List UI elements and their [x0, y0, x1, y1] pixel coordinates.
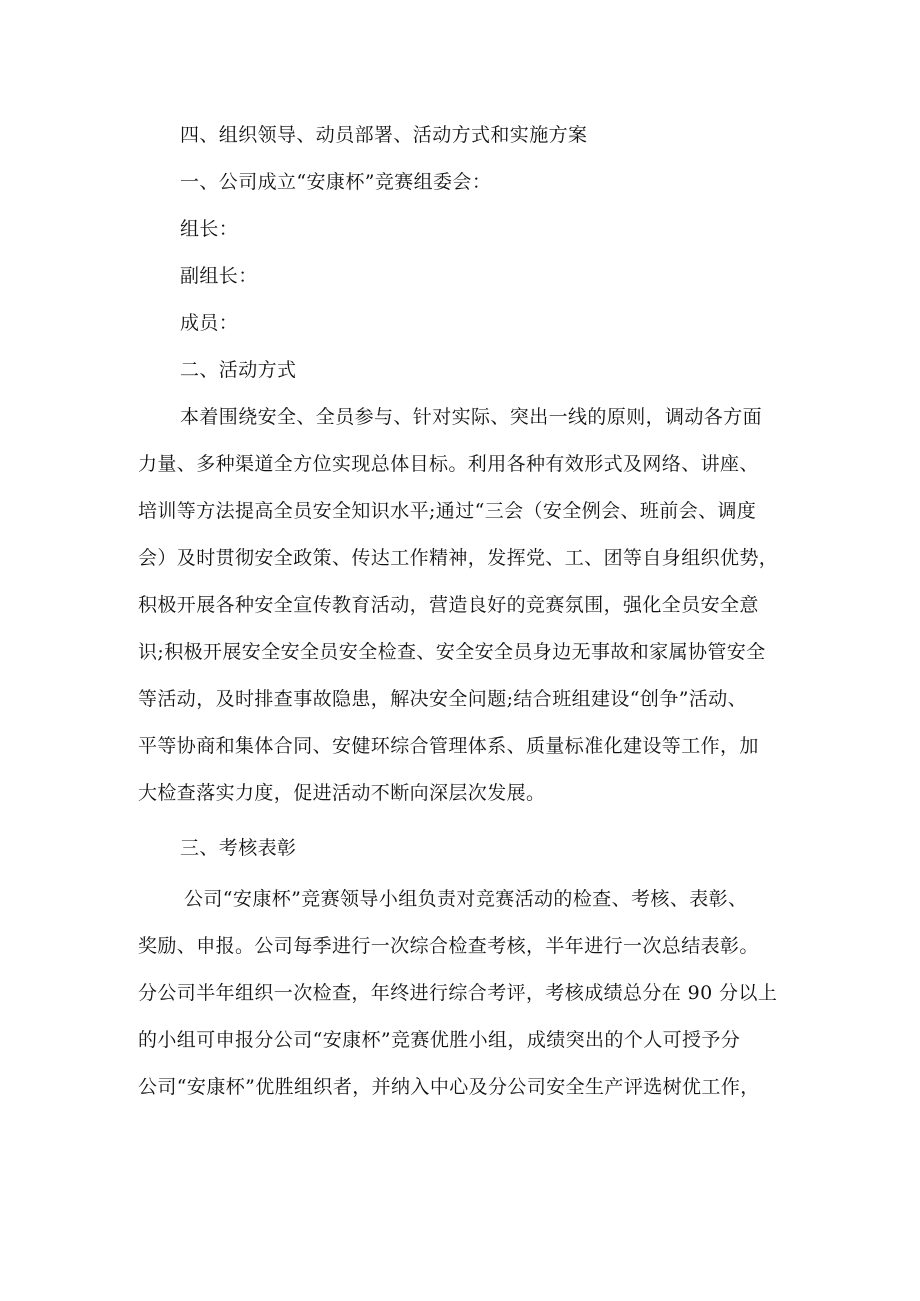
- activity-method-paragraph: [138, 394, 798, 817]
- assessment-paragraph: [138, 876, 798, 1111]
- leader-label: 组长：: [180, 218, 239, 240]
- paragraph-line: 会）及时贯彻安全政策、传达工作精神，发挥党、工、团等自身组织优势，: [138, 547, 779, 569]
- deputy-leader-label: 副组长：: [180, 265, 258, 287]
- activity-method-heading: 二、活动方式: [180, 359, 297, 381]
- paragraph-line: 分公司半年组织一次检查，年终进行综合考评，考核成绩总分在 90 分以上: [138, 982, 778, 1004]
- paragraph-line: 力量、多种渠道全方位实现总体目标。利用各种有效形式及网络、讲座、: [138, 453, 759, 475]
- paragraph-line: 公司“安康杯”优胜组织者，并纳入中心及分公司安全生产评选树优工作，: [138, 1076, 760, 1098]
- paragraph-line: 等活动，及时排查事故隐患，解决安全问题;结合班组建设“创争”活动、: [138, 688, 748, 710]
- paragraph-line: 公司“安康杯”竞赛领导小组负责对竞赛活动的检查、考核、表彰、: [184, 888, 748, 910]
- paragraph-line: 平等协商和集体合同、安健环综合管理体系、质量标准化建设等工作，加: [138, 735, 759, 757]
- assessment-heading: 三、考核表彰: [180, 837, 297, 859]
- committee-heading: 一、公司成立“安康杯”竞赛组委会：: [180, 171, 492, 193]
- paragraph-line: 积极开展各种安全宣传教育活动，营造良好的竞赛氛围，强化全员安全意: [138, 594, 759, 616]
- paragraph-line: 大检查落实力度，促进活动不断向深层次发展。: [138, 782, 546, 804]
- members-label: 成员：: [180, 312, 239, 334]
- paragraph-line: 奖励、申报。公司每季进行一次综合检查考核，半年进行一次总结表彰。: [138, 935, 759, 957]
- paragraph-line: 培训等方法提高全员安全知识水平;通过“三会（安全例会、班前会、调度: [138, 500, 757, 522]
- section-title: 四、组织领导、动员部署、活动方式和实施方案: [180, 124, 588, 146]
- paragraph-line: 的小组可申报分公司“安康杯”竞赛优胜小组，成绩突出的个人可授予分: [138, 1029, 741, 1051]
- paragraph-line: 本着围绕安全、全员参与、针对实际、突出一线的原则，调动各方面: [180, 406, 763, 428]
- document-body: [138, 112, 798, 1111]
- paragraph-line: 识;积极开展安全安全员安全检查、安全安全员身边无事故和家属协管安全: [138, 641, 766, 663]
